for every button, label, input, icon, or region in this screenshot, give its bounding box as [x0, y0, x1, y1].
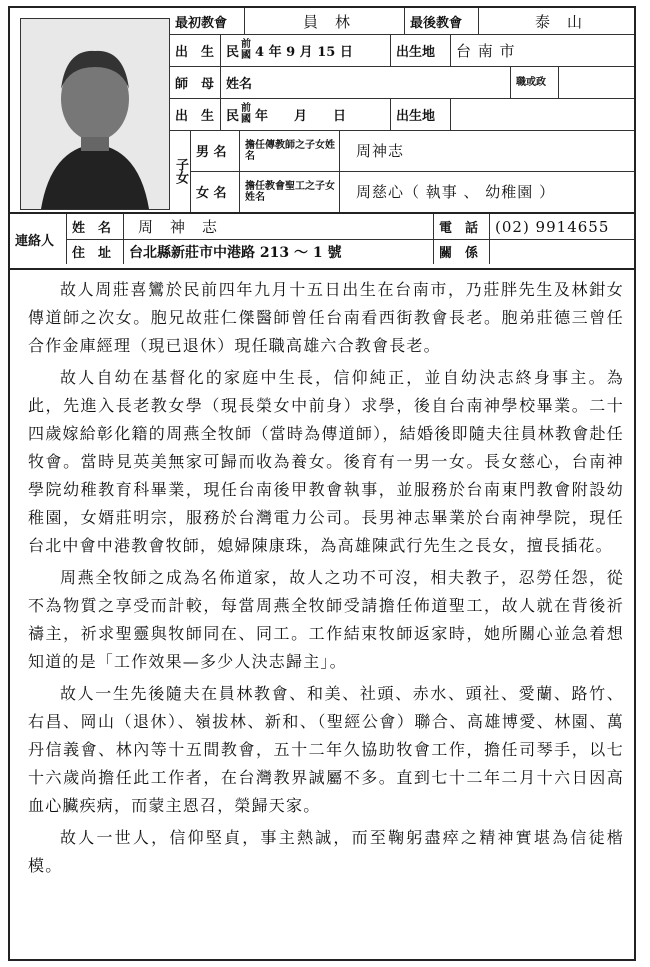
children-group-label [170, 130, 190, 212]
first-church-label: 最初教會 [175, 15, 228, 31]
children-block [170, 130, 634, 212]
mentor-birthplace-label: 出生地 [390, 98, 450, 130]
mentor-birth-era-small: 前國 [241, 103, 252, 125]
birthplace-value: 台 南 市 [450, 34, 634, 66]
birthplace-label: 出生地 [390, 34, 450, 66]
son-label: 男 名 [196, 145, 227, 160]
daughter-row [190, 171, 634, 212]
mentor-blank [558, 66, 634, 98]
birth-date: 4 年 9 月 15 日 [255, 44, 353, 60]
mentor-label: 師 母 [175, 76, 215, 92]
daughter-name: 周慈心（ 執事 、 幼稚園 ） [339, 171, 634, 212]
church-row [170, 8, 634, 35]
mentor-birth-era: 民 [226, 108, 240, 124]
first-church-value: 員 林 [244, 8, 404, 34]
birth-label: 出 生 [175, 44, 215, 60]
relation-label: 關 係 [433, 239, 489, 264]
paragraph: 故人一生先後隨夫在員林教會、和美、社頭、赤水、頭社、愛蘭、路竹、右昌、岡山（退休）、嶺拔林、新和、（聖經公會）聯合、高雄博愛、林園、萬丹信義會、林內等十五間教會，五十二年久協助牧會工作，擔任司琴手，以七十六歲尚擔任此工作者，在台灣教界誠屬不多。直到七十二年二月十六日因高血心臟疾病，而蒙主恩召，榮歸天家。 [28, 684, 624, 815]
portrait-photo [20, 18, 170, 210]
relation-value [489, 239, 634, 264]
son-row [190, 130, 634, 172]
header-grid [170, 8, 634, 212]
birth-row [170, 34, 634, 67]
paragraph: 周燕全牧師之成為名佈道家，故人之功不可沒，相夫教子，忍勞任怨，從不為物質之享受而計較，每當周燕全牧師受請擔任佈道聖工，故人就在背後祈禱主，祈求聖靈與牧師同在、同工。工作結束牧師返家時，她所關心並急着想知道的是「工作效果—多少人決志歸主」。 [28, 568, 624, 671]
phone-value: (02) 9914655 [489, 214, 634, 239]
mentor-birth-date-cell [220, 98, 390, 130]
mentor-birth-label: 出 生 [175, 108, 215, 124]
daughter-note: 擔任教會聖工之子女姓名 [239, 171, 339, 212]
obituary-body [28, 276, 624, 884]
son-name: 周神志 [339, 130, 634, 171]
mentor-name-label: 姓名 [220, 66, 510, 98]
mentor-birthplace-value [450, 98, 634, 130]
last-church-value: 泰 山 [478, 8, 634, 34]
contact-name-row [66, 214, 634, 240]
last-church-label: 最後教會 [404, 8, 478, 34]
son-note: 擔任傳教師之子女姓名 [239, 130, 339, 171]
children-label: 子女 [173, 158, 188, 184]
birth-era: 民 [226, 44, 240, 60]
address-label: 住 址 [72, 246, 112, 261]
birth-era-small: 前國 [241, 39, 252, 61]
address-value: 台北縣新莊市中港路 213 ～ 1 號 [123, 239, 433, 264]
mentor-birth-date: 年 月 日 [255, 108, 347, 124]
obituary-record [8, 6, 636, 961]
mentor-church-value: 職或政 [510, 66, 558, 98]
contact-name-label: 姓 名 [72, 221, 112, 236]
contact-name: 周 神 志 [123, 214, 433, 239]
contact-block [10, 212, 634, 270]
paragraph: 故人周莊喜鸞於民前四年九月十五日出生在台南市，乃莊胖先生及林鉗女傳道師之次女。胞兄故莊仁傑醫師曾任台南看西街教會長老。胞弟莊德三曾任合作金庫經理（現已退休）現任職高雄六合教會長老。 [28, 280, 624, 355]
contact-label: 連絡人 [15, 233, 55, 249]
contact-address-row [66, 239, 634, 264]
phone-label: 電 話 [433, 214, 489, 239]
paragraph: 故人一世人，信仰堅貞，事主熱誠，而至鞠躬盡瘁之精神實堪為信徒楷模。 [28, 828, 624, 875]
mentor-row [170, 66, 634, 99]
paragraph: 故人自幼在基督化的家庭中生長，信仰純正，並自幼決志終身事主。為此，先進入長老教女學（現長榮女中前身）求學，後自台南神學校畢業。二十四歲嫁給彰化籍的周燕全牧師（當時為傳道師），結婚後即隨夫往員林教會赴任牧會。當時見英美無家可歸而收為養女。後育有一男一女。長女慈心，台南神學院幼稚教育科畢業，現任台南後甲教會執事，並服務於台南東門教會附設幼稚園，女婿莊明宗，服務於台灣電力公司。長男神志畢業於台南神學院，現任台北中會中港教會牧師，媳婦陳康珠，為高雄陳武行先生之長女，擅長插花。 [28, 368, 624, 555]
birth-date-cell [220, 34, 390, 66]
daughter-label: 女 名 [196, 186, 227, 201]
mentor-birth-row [170, 98, 634, 131]
